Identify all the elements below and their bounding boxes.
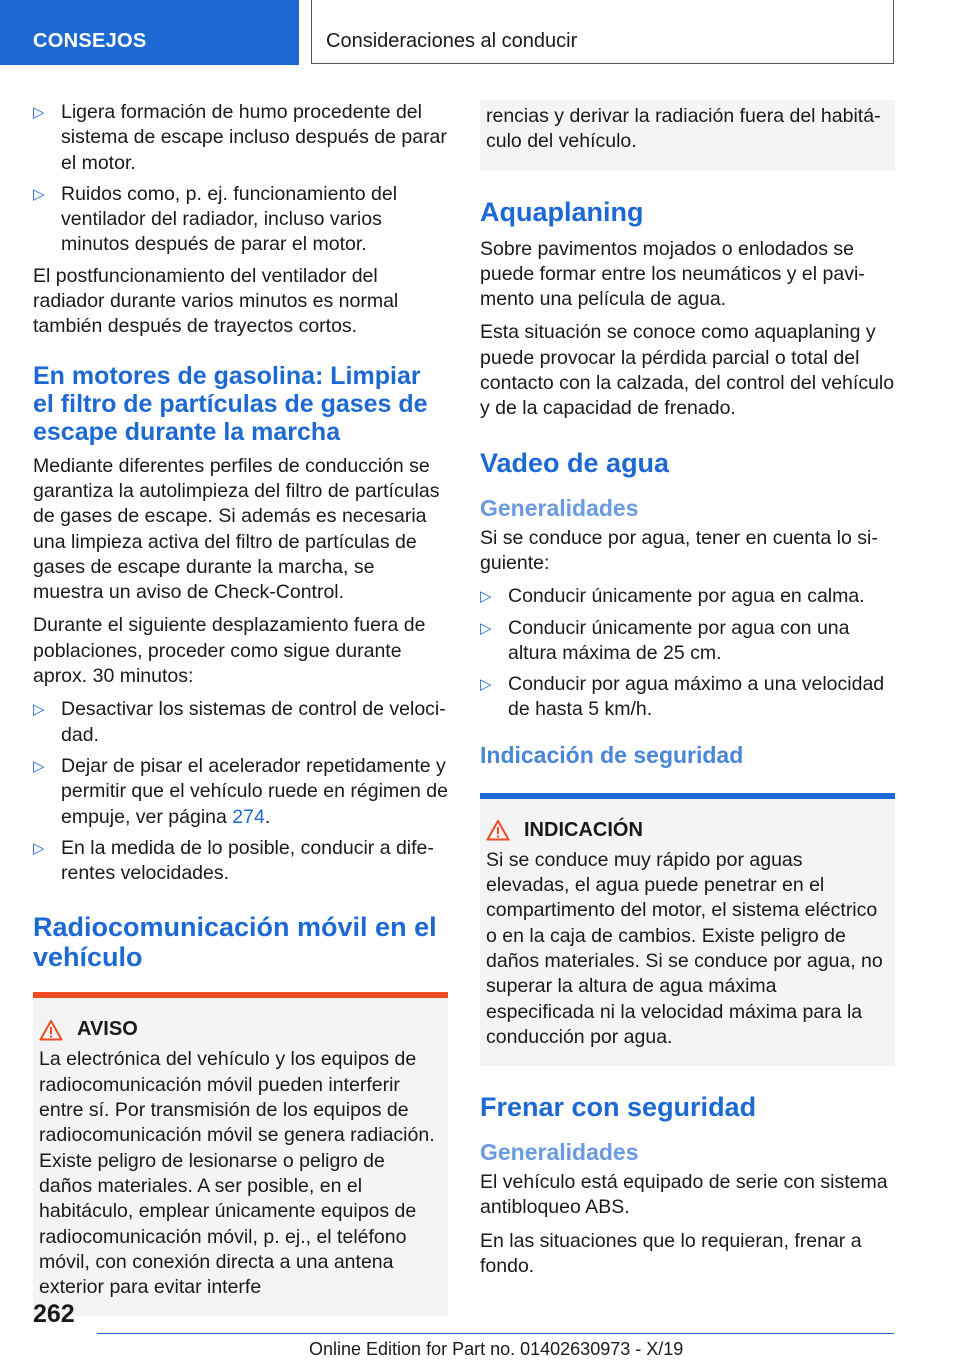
triangle-right-icon: ▷ <box>33 104 45 121</box>
note-title: INDICACIÓN <box>486 819 889 842</box>
triangle-right-icon: ▷ <box>33 185 45 203</box>
list-item: ▷ Conducir únicamente por agua en calma. <box>480 584 895 609</box>
warning-triangle-icon <box>39 1019 63 1041</box>
paragraph-frenar-2: En las situaciones que lo requieran, frenar a fondo. <box>480 1229 862 1278</box>
list-item: ▷ Ruidos como, p. ej. funcionamiento del ventilador del radiador, incluso varios minutos después de parar el motor. <box>33 182 398 256</box>
footer-edition: Online Edition for Part no. 01402630973 - X/19 <box>309 1339 684 1359</box>
warning-box <box>33 992 448 1316</box>
triangle-right-icon: ▷ <box>33 701 45 719</box>
triangle-right-icon: ▷ <box>480 588 492 606</box>
subheading-seguridad: Indicación de seguridad <box>480 741 744 768</box>
warning-box-continued <box>480 100 895 171</box>
bullet-list-smoke <box>33 100 448 258</box>
chapter-tab <box>311 0 894 64</box>
heading-frenar: Frenar con seguridad <box>480 1092 757 1123</box>
page-link[interactable]: 274 <box>232 805 265 828</box>
list-item: ▷ Desactivar los sistemas de control de velocidad. <box>33 698 446 746</box>
warning-text-continued: rencias y derivar la radiación fuera del habitáculo del vehículo. <box>486 105 881 153</box>
triangle-right-icon: ▷ <box>480 619 492 637</box>
paragraph-vadeo: Si se conduce por agua, tener en cuenta lo siguiente: <box>480 526 878 574</box>
list-item: ▷ Conducir únicamente por agua con una altura máxima de 25 cm. <box>480 616 850 664</box>
warning-text: La electrónica del vehículo y los equipos de radiocomunicación móvil pueden interferir entre sí. Por transmisión de los equipos de radiocomunicación móvil se genera radiación. Existe peligro de lesionarse o peligro de daños materiales. A ser posible, en el habitáculo, emplear únicamente equipos de radiocomunicación móvil, p. ej., el teléfono móvil, con conexión directa a una antena exterior para evitar interfe <box>39 1048 435 1299</box>
subheading-generalidades-1: Generalidades <box>480 494 639 521</box>
paragraph-aqua-2: Esta situación se conoce como aquaplaning y puede provocar la pérdida parcial o total del contacto con la calzada, del control del vehículo y de la capacidad de frenado. <box>480 321 895 420</box>
section-tab <box>0 0 299 65</box>
heading-filter: En motores de gasolina: Limpiar el filtro de partículas de gases de escape durante la marcha <box>33 361 428 446</box>
triangle-right-icon: ▷ <box>33 839 45 857</box>
paragraph-frenar-1: El vehículo está equipado de serie con sistema antibloqueo ABS. <box>480 1171 888 1219</box>
list-item: ▷ Dejar de pisar el acelerador repetidamente y permitir que el vehículo ruede en régimen de empuje, ver página 274. <box>33 754 448 828</box>
page-number: 262 <box>33 1300 75 1328</box>
section-title: CONSEJOS <box>33 30 147 52</box>
bullet-list-filter <box>33 697 448 886</box>
heading-vadeo: Vadeo de agua <box>480 447 670 478</box>
paragraph-aqua-1: Sobre pavimentos mojados o enlodados se puede formar entre los neumáticos y el pavimento una película de agua. <box>480 237 865 311</box>
triangle-right-icon: ▷ <box>33 757 45 775</box>
list-item: ▷ En la medida de lo posible, conducir a diferentes velocidades. <box>33 836 434 885</box>
warning-triangle-icon <box>486 819 510 841</box>
heading-aquaplaning: Aquaplaning <box>480 196 644 227</box>
paragraph-filter-1: Mediante diferentes perfiles de conducción se garantiza la autolimpieza del filtro de partículas de gases de escape. Si además es necesaria una limpieza activa del filtro de partículas de gases de escape durante la marcha, se muestra un aviso de Check-Control. <box>33 454 440 604</box>
note-box <box>480 793 895 1066</box>
footer-divider <box>97 1333 894 1334</box>
bullet-list-vadeo <box>480 584 895 722</box>
subheading-generalidades-2: Generalidades <box>480 1139 639 1166</box>
paragraph-filter-2: Durante el siguiente desplazamiento fuera de poblaciones, proceder como sigue durante aprox. 30 minutos: <box>33 614 426 688</box>
note-text: Si se conduce muy rápido por aguas elevadas, el agua puede penetrar en el compartimento del motor, el sistema eléctrico o en la caja de cambios. Existe peligro de daños materiales. Si se conduce por agua, no superar la altura de agua máxima especificada ni la velocidad máxima para la conducción por agua. <box>486 848 883 1048</box>
list-item: ▷ Conducir por agua máximo a una velocidad de hasta 5 km/h. <box>480 673 885 721</box>
right-column <box>480 100 895 1287</box>
chapter-title: Consideraciones al conducir <box>326 30 578 52</box>
paragraph-fan: El postfuncionamiento del ventilador del radiador durante varios minutos es normal también después de trayectos cortos. <box>33 264 399 338</box>
list-item: ▷ Ligera formación de humo procedente del sistema de escape incluso después de parar el motor. <box>33 101 447 174</box>
left-column <box>33 100 448 1316</box>
triangle-right-icon: ▷ <box>480 676 492 694</box>
warning-title: AVISO <box>39 1018 442 1041</box>
heading-radio: Radiocomunicación móvil en el vehículo <box>33 912 437 973</box>
